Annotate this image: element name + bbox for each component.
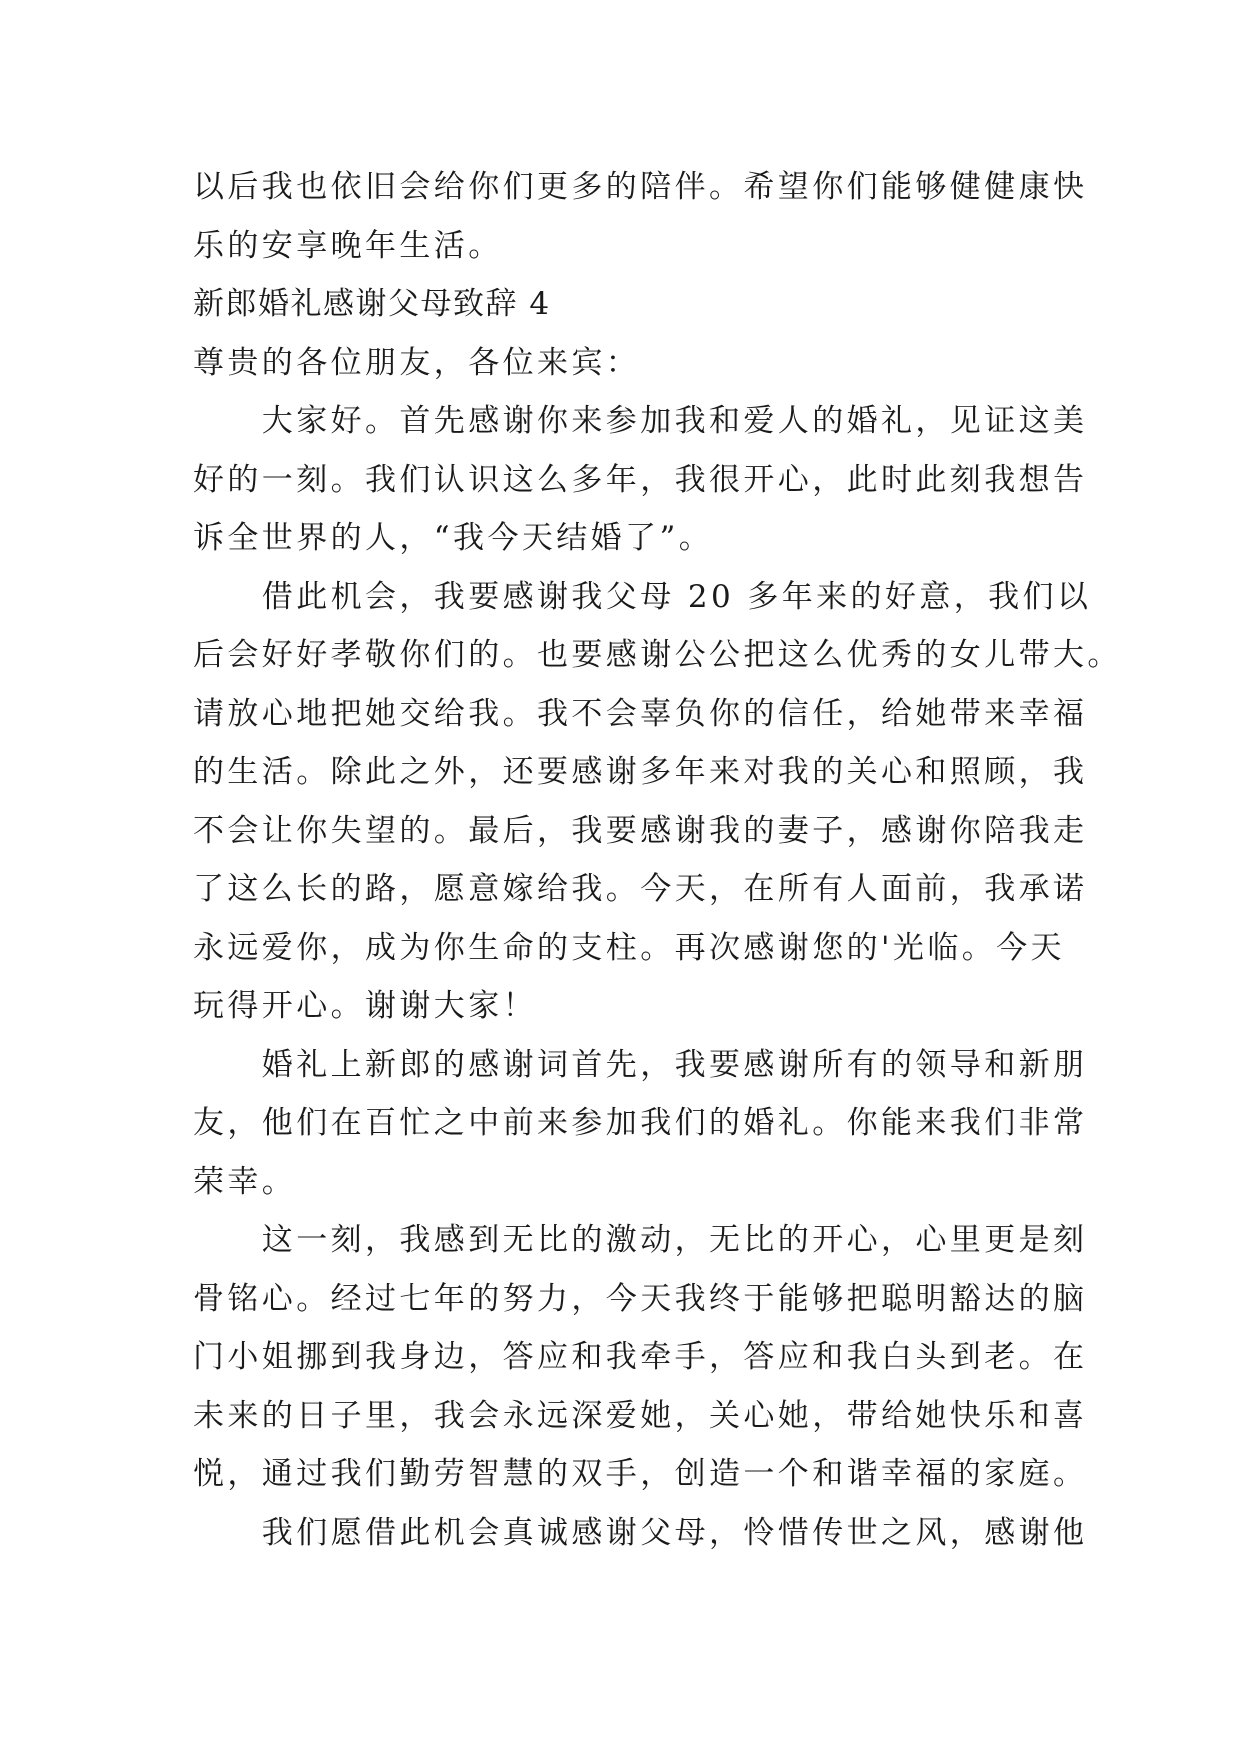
text-line: 不会让你失望的。最后，我要感谢我的妻子，感谢你陪我走	[193, 812, 1088, 849]
text-line: 友，他们在百忙之中前来参加我们的婚礼。你能来我们非常	[193, 1105, 1088, 1141]
text-line: 诉全世界的人，“我今天结婚了”。	[193, 520, 714, 556]
text-line: 我们愿借此机会真诚感谢父母，怜惜传世之风，感谢他	[193, 1514, 1088, 1551]
text-line: 悦，通过我们勤劳智慧的双手，创造一个和谐幸福的家庭。	[193, 1456, 1088, 1492]
text-line: 请放心地把她交给我。我不会辜负你的信任，给她带来幸福	[193, 695, 1088, 732]
document-body	[193, 158, 1122, 1562]
section-heading: 新郎婚礼感谢父母致辞 4	[193, 286, 551, 322]
text-line: 后会好好孝敬你们的。也要感谢公公把这么优秀的女儿带大。	[193, 637, 1122, 673]
text-line: 未来的日子里，我会永远深爱她，关心她，带给她快乐和喜	[193, 1397, 1088, 1434]
salutation: 尊贵的各位朋友，各位来宾：	[193, 344, 641, 381]
text-line: 这一刻，我感到无比的激动，无比的开心，心里更是刻	[193, 1222, 1088, 1258]
text-line: 玩得开心。谢谢大家！	[193, 988, 537, 1024]
text-line: 了这么长的路，愿意嫁给我。今天，在所有人面前，我承诺	[193, 871, 1088, 907]
text-line: 永远爱你，成为你生命的支柱。再次感谢您的'光临。今天	[193, 929, 1065, 966]
text-line: 骨铭心。经过七年的努力，今天我终于能够把聪明豁达的脑	[193, 1280, 1088, 1317]
text-line: 荣幸。	[193, 1163, 297, 1200]
text-line: 以后我也依旧会给你们更多的陪伴。希望你们能够健健康快	[193, 169, 1088, 205]
text-line: 大家好。首先感谢你来参加我和爱人的婚礼，见证这美	[193, 403, 1088, 439]
text-line: 门小姐挪到我身边，答应和我牵手，答应和我白头到老。在	[193, 1339, 1088, 1375]
text-line: 借此机会，我要感谢我父母 20 多年来的好意，我们以	[193, 578, 1092, 615]
text-line: 婚礼上新郎的感谢词首先，我要感谢所有的领导和新朋	[193, 1046, 1088, 1083]
text-line: 好的一刻。我们认识这么多年，我很开心，此时此刻我想告	[193, 461, 1088, 498]
text-line: 的生活。除此之外，还要感谢多年来对我的关心和照顾，我	[193, 754, 1088, 790]
text-line: 乐的安享晚年生活。	[193, 227, 503, 264]
